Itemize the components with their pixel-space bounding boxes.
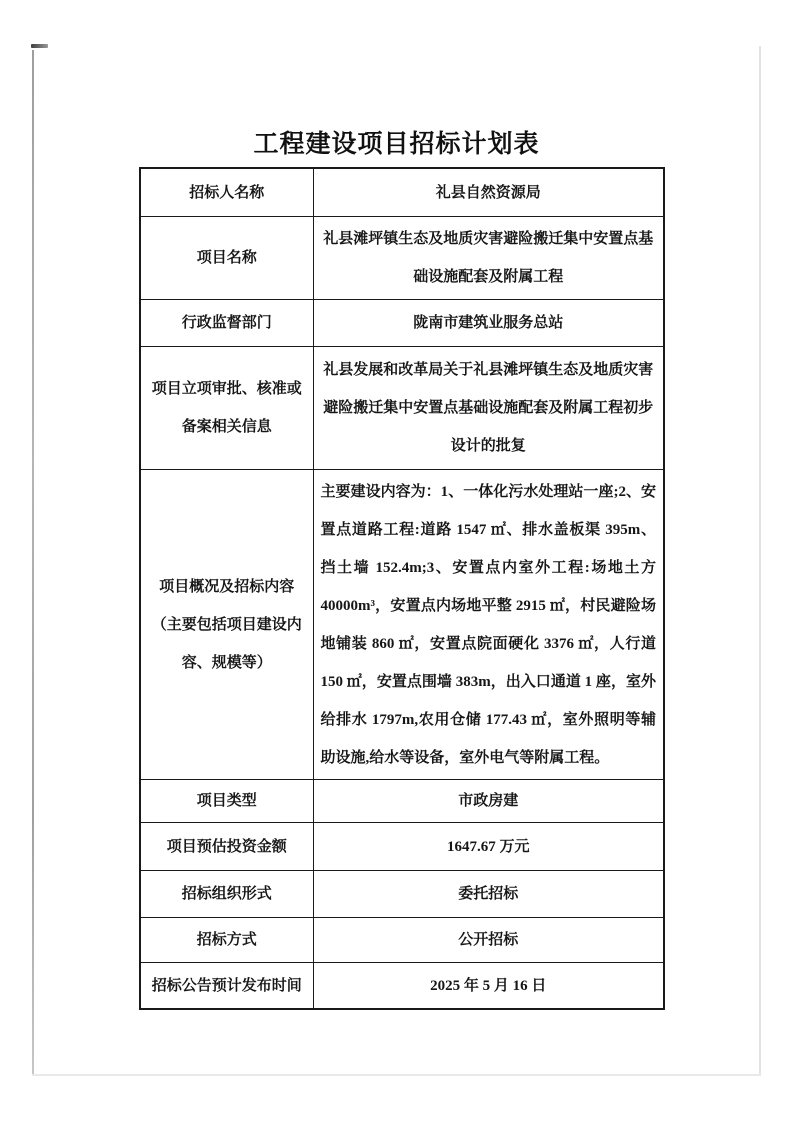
scan-paper-edge-right: [759, 46, 761, 1075]
row-value: 委托招标: [313, 871, 664, 918]
row-value: 主要建设内容为：1、一体化污水处理站一座;2、安置点道路工程:道路 1547 ㎡、排水盖板渠 395m、挡土墙 152.4m;3、安置点内室外工程:场地土方 40000m³，安置点内场地平整 2915 ㎡，村民避险场地铺装 860 ㎡，安置点院面硬化 3376 ㎡，人行道 150 ㎡，安置点围墙 383m，出入口通道 1 座，室外给排水 1797m,农用仓储 177.43 ㎡，室外照明等辅助设施,给水等设备，室外电气等附属工程。: [313, 470, 664, 780]
scan-artifact-mark: [31, 44, 48, 48]
row-label: 招标公告预计发布时间: [140, 963, 313, 1010]
table-row-approval-info: [140, 347, 664, 470]
table-row-bidding-method: [140, 918, 664, 963]
table-row-bidding-organization-form: [140, 871, 664, 918]
row-label: 招标人名称: [140, 168, 313, 217]
row-value: 礼县自然资源局: [313, 168, 664, 217]
row-label: 项目名称: [140, 217, 313, 300]
row-label: 项目立项审批、核准或备案相关信息: [140, 347, 313, 470]
document-title: 工程建设项目招标计划表: [253, 131, 540, 158]
row-value: 1647.67 万元: [313, 823, 664, 871]
row-label: 招标组织形式: [140, 871, 313, 918]
row-value: 礼县滩坪镇生态及地质灾害避险搬迁集中安置点基础设施配套及附属工程: [313, 217, 664, 300]
scan-paper-edge-bottom: [32, 1074, 761, 1076]
row-label: 招标方式: [140, 918, 313, 963]
row-label: 行政监督部门: [140, 300, 313, 347]
row-value: 2025 年 5 月 16 日: [313, 963, 664, 1010]
row-value: 市政房建: [313, 780, 664, 823]
table-row-announcement-date: [140, 963, 664, 1010]
table-row-estimated-investment: [140, 823, 664, 871]
table-row-bidder-name: [140, 168, 664, 217]
table-row-project-overview: [140, 470, 664, 780]
bidding-plan-table: [139, 167, 665, 1010]
row-value: 公开招标: [313, 918, 664, 963]
table-row-project-name: [140, 217, 664, 300]
table-row-project-type: [140, 780, 664, 823]
scan-paper-edge-left: [32, 50, 34, 1075]
row-value: 礼县发展和改革局关于礼县滩坪镇生态及地质灾害避险搬迁集中安置点基础设施配套及附属工程初步设计的批复: [313, 347, 664, 470]
row-label: 项目预估投资金额: [140, 823, 313, 871]
row-label: 项目概况及招标内容（主要包括项目建设内容、规模等）: [140, 470, 313, 780]
row-value: 陇南市建筑业服务总站: [313, 300, 664, 347]
row-label: 项目类型: [140, 780, 313, 823]
table-row-supervision-department: [140, 300, 664, 347]
